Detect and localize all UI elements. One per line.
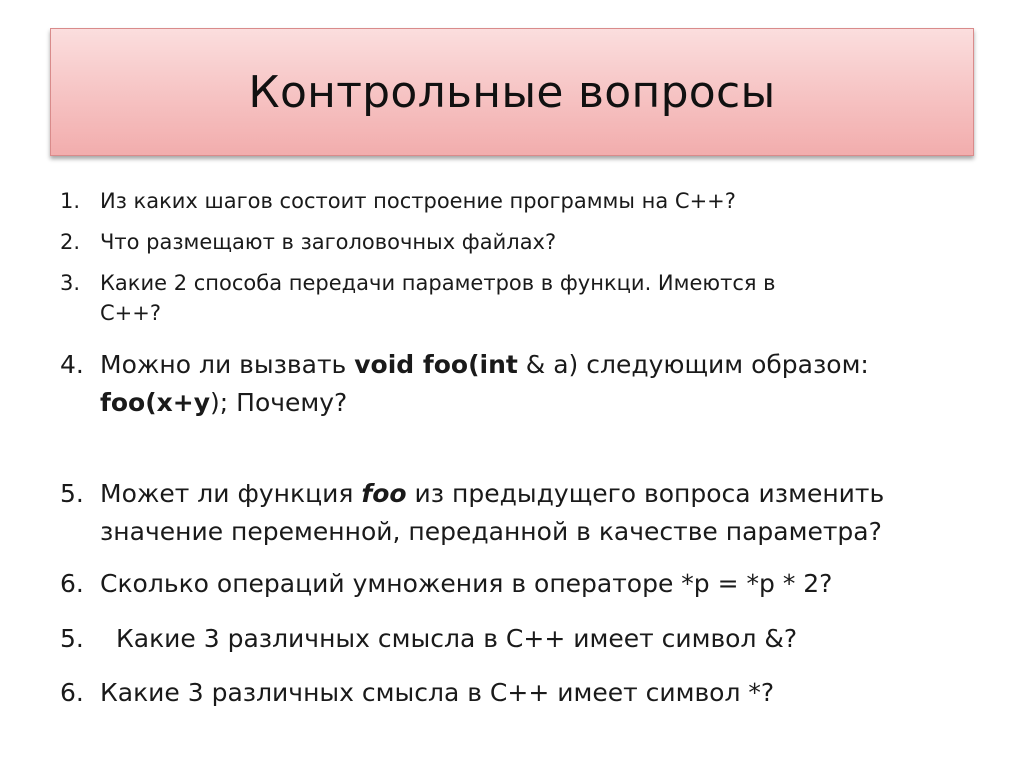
question-text <box>100 346 869 422</box>
code-snippet: void foo(int <box>354 350 518 379</box>
question-number: 4. <box>60 350 84 379</box>
question-text-line: С++? <box>100 301 162 325</box>
question-text-part: Можно ли вызвать <box>100 350 355 379</box>
question-item-8 <box>60 674 774 712</box>
title-banner <box>50 28 974 156</box>
code-snippet: foo(x+y <box>100 388 211 417</box>
question-text <box>100 268 776 328</box>
question-text-part: из предыдущего вопроса изменить <box>406 479 885 508</box>
question-number: 6. <box>60 569 84 598</box>
question-item-6 <box>60 565 832 603</box>
question-number: 5. <box>60 479 84 508</box>
question-item-7 <box>60 620 797 658</box>
question-number: 1. <box>60 189 81 213</box>
question-text: Сколько операций умножения в операторе *p = *p * 2? <box>100 569 833 598</box>
question-text-part: ); Почему? <box>210 388 348 417</box>
question-item-5 <box>60 475 884 551</box>
page-title: Контрольные вопросы <box>248 66 776 118</box>
question-number: 6. <box>60 678 84 707</box>
question-text-line: значение переменной, переданной в качестве параметра? <box>100 517 882 546</box>
question-number: 3. <box>60 271 81 295</box>
question-number: 5. <box>60 624 84 653</box>
question-text <box>100 475 884 551</box>
question-item-1 <box>60 186 736 216</box>
question-text: Какие 3 различных смысла в С++ имеет символ &? <box>116 624 798 653</box>
question-text-line: Какие 2 способа передачи параметров в функци. Имеются в <box>100 271 776 295</box>
question-text-part: & a) следующим образом: <box>517 350 869 379</box>
question-item-2 <box>60 227 556 257</box>
question-item-3 <box>60 268 776 328</box>
question-text: Что размещают в заголовочных файлах? <box>100 230 557 254</box>
question-text: Какие 3 различных смысла в С++ имеет символ *? <box>100 678 775 707</box>
question-number: 2. <box>60 230 81 254</box>
question-text-part: Может ли функция <box>100 479 362 508</box>
question-text: Из каких шагов состоит построение программы на С++? <box>100 189 736 213</box>
code-snippet: foo <box>361 479 407 508</box>
question-item-4 <box>60 346 869 422</box>
